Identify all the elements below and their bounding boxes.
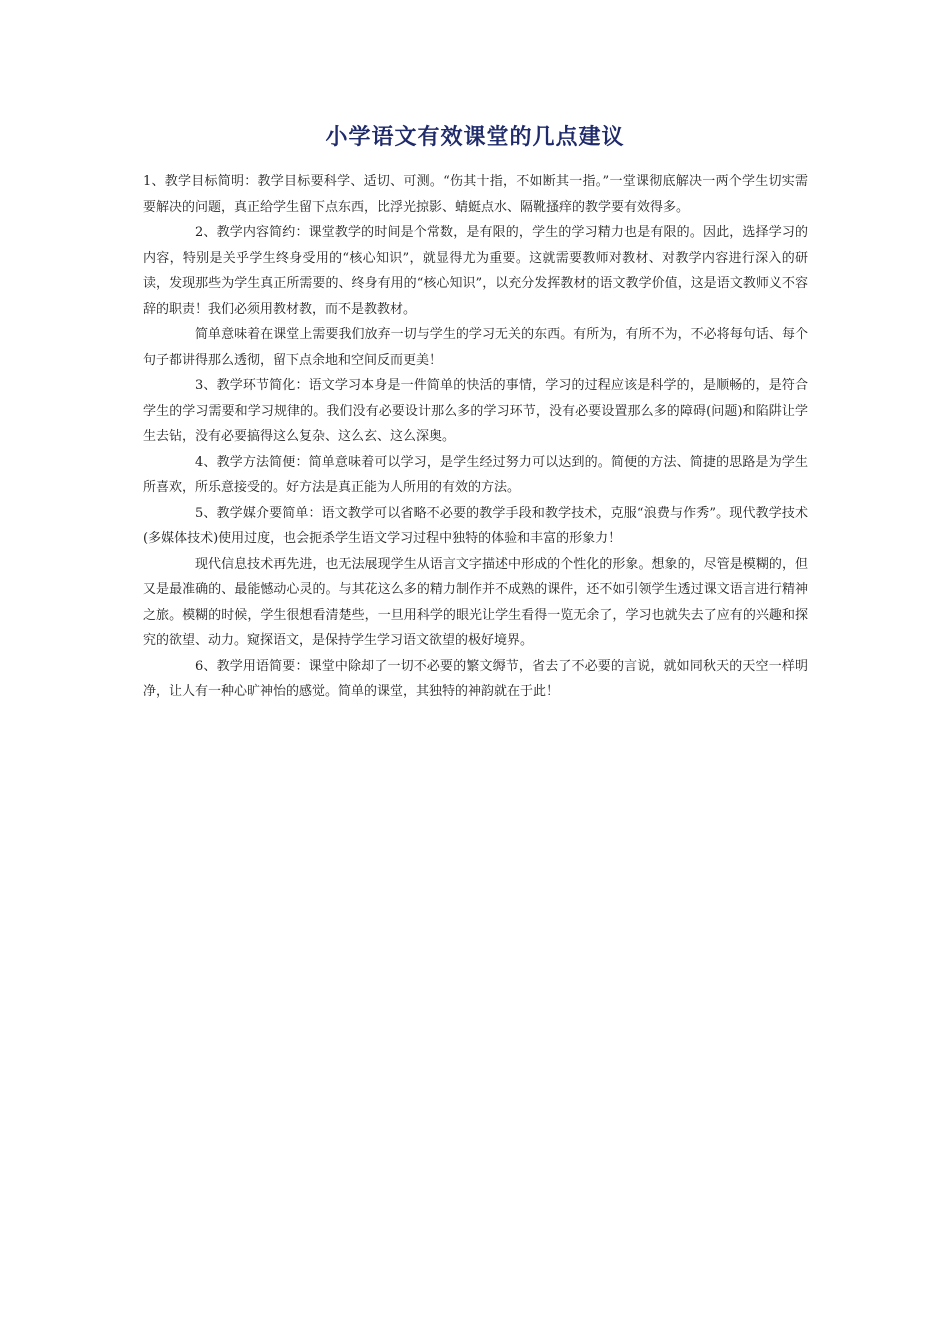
paragraph-4: 3、教学环节简化：语文学习本身是一件简单的快活的事情，学习的过程应该是科学的，是顺畅的，是符合学生的学习需要和学习规律的。我们没有必要设计那么多的学习环节，没有必要设置那么多的障碍(问题)和陷阱让学生去钻，没有必要搞得这么复杂、这么玄、这么深奥。 <box>143 378 808 444</box>
paragraph-6: 5、教学媒介要简单：语文教学可以省略不必要的教学手段和教学技术，克服“浪费与作秀”。现代教学技术(多媒体技术)使用过度，也会扼杀学生语文学习过程中独特的体验和丰富的形象力！ <box>143 505 808 546</box>
paragraph-1: 1、教学目标简明：教学目标要科学、适切、可测。“伤其十指，不如断其一指。”一堂课彻底解决一两个学生切实需要解决的问题，真正给学生留下点东西，比浮光掠影、蜻蜓点水、隔靴搔痒的教学要有效得多。 <box>143 174 808 215</box>
paragraph-7: 现代信息技术再先进，也无法展现学生从语言文字描述中形成的个性化的形象。想象的，尽管是模糊的，但又是最准确的、最能憾动心灵的。与其花这么多的精力制作并不成熟的课件，还不如引领学生透过课文语言进行精神之旅。模糊的时候，学生很想看清楚些，一旦用科学的眼光让学生看得一览无余了，学习也就失去了应有的兴趣和探究的欲望、动力。窥探语文，是保持学生学习语文欲望的极好境界。 <box>143 556 808 648</box>
paragraph-5: 4、教学方法简便：简单意味着可以学习，是学生经过努力可以达到的。简便的方法、简捷的思路是为学生所喜欢，所乐意接受的。好方法是真正能为人所用的有效的方法。 <box>143 454 808 495</box>
document-title: 小学语文有效课堂的几点建议 <box>325 125 625 150</box>
paragraph-3: 简单意味着在课堂上需要我们放弃一切与学生的学习无关的东西。有所为，有所不为，不必将每句话、每个句子都讲得那么透彻，留下点余地和空间反而更美！ <box>143 327 808 368</box>
paragraph-8: 6、教学用语简要：课堂中除却了一切不必要的繁文缛节，省去了不必要的言说，就如同秋天的天空一样明净，让人有一种心旷神怡的感觉。简单的课堂，其独特的神韵就在于此！ <box>143 658 808 699</box>
paragraph-2: 2、教学内容简约：课堂教学的时间是个常数，是有限的，学生的学习精力也是有限的。因此，选择学习的内容，特别是关乎学生终身受用的“核心知识”，就显得尤为重要。这就需要教师对教材、对教学内容进行深入的研读，发现那些为学生真正所需要的、终身有用的“核心知识”，以充分发挥教材的语文教学价值，这是语文教师义不容辞的职责！我们必须用教材教，而不是教教材。 <box>143 225 808 317</box>
document-body <box>143 169 808 705</box>
